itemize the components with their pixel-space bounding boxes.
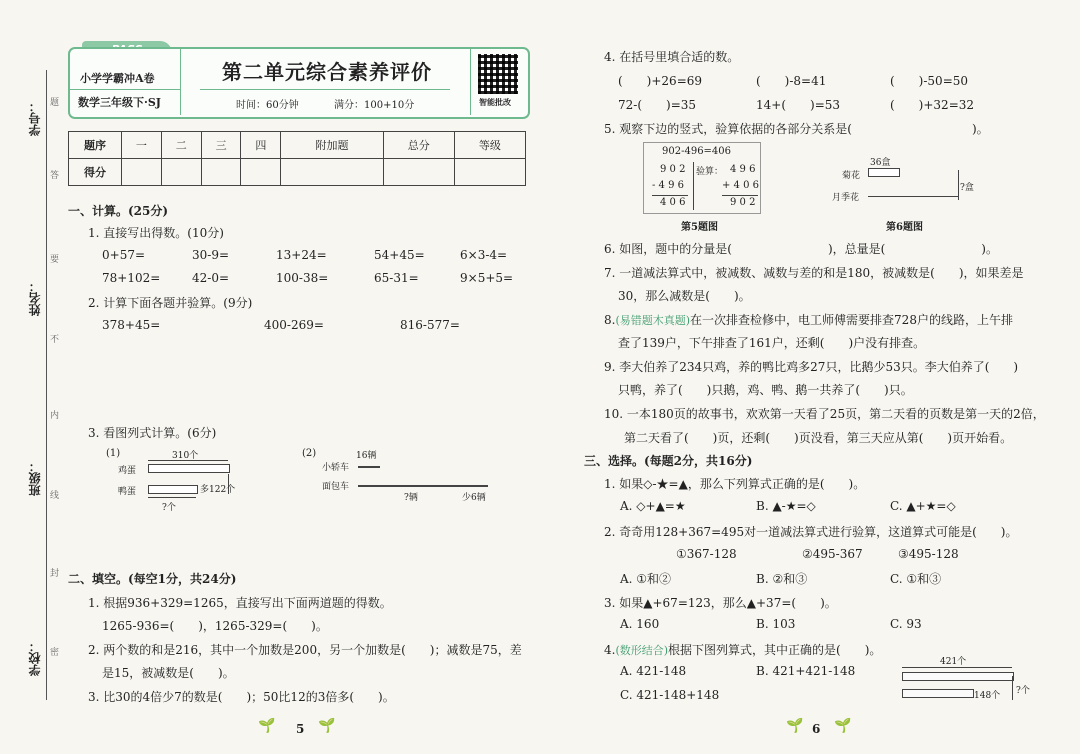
question-2-5: 5. 观察下边的竖式，验算依据的各部分关系是( )。 (604, 122, 989, 136)
fig6-label-b: 月季花 (832, 193, 860, 203)
option-a[interactable]: A. ◇+▲=★ (620, 499, 686, 513)
table-cell: 二 (161, 132, 201, 159)
fill-item: ( )-8=41 (756, 74, 827, 88)
calc-item: 13+24= (276, 248, 327, 262)
table-cell: 总分 (383, 132, 454, 159)
calc-item: 816-577= (400, 318, 460, 332)
score-input-cell[interactable] (161, 159, 201, 186)
score-input-cell[interactable] (281, 159, 383, 186)
question-2-9: 9. 李大伯养了234只鸡，养的鸭比鸡多27只，比鹅少53只。李大伯养了( ) (604, 360, 1019, 374)
fig1-diff-label: 多122个 (200, 485, 236, 495)
qr-caption: 智能批改 (479, 97, 511, 107)
fill-item: 72-( )=35 (618, 98, 697, 112)
question-2-2-cont: 是15，被减数是( )。 (102, 666, 235, 680)
table-cell: 等级 (454, 132, 525, 159)
choice-item: ②495-367 (802, 547, 863, 561)
question-2-1: 1. 根据936+329=1265，直接写出下面两道题的得数。 (88, 596, 392, 610)
fig2-diff-label: 少6辆 (462, 493, 486, 503)
plant-icon: 🌱 (258, 718, 276, 734)
question-2-4: 4. 在括号里填合适的数。 (604, 50, 740, 64)
margin-label-id: 学号： (28, 100, 42, 136)
calc-item: 30-9= (192, 248, 230, 262)
margin-mark: 线 (50, 491, 60, 501)
page-number-right: 6 (812, 722, 821, 736)
option-a[interactable]: A. 160 (620, 617, 660, 631)
qr-code (478, 54, 518, 94)
question-2-7-cont: 30，那么减数是( )。 (618, 289, 751, 303)
choice-item: ③495-128 (898, 547, 959, 561)
full-score: 满分：100+10分 (334, 100, 415, 111)
table-row (69, 159, 526, 186)
margin-mark: 题 (50, 98, 60, 108)
question-2-1-blanks: 1265-936=( )，1265-329=( )。 (102, 619, 328, 633)
figure-5-caption: 第5题图 (681, 222, 718, 233)
choice-question-3: 3. 如果▲+67=123，那么▲+37=( )。 (604, 596, 837, 610)
margin-mark: 封 (50, 569, 60, 579)
table-row (69, 132, 526, 159)
question-1-3: 3. 看图列式计算。(6分) (88, 426, 217, 440)
question-2-7: 7. 一道减法算式中，被减数、减数与差的和是180，被减数是( )，如果差是 (604, 266, 1024, 280)
plant-icon: 🌱 (318, 718, 336, 734)
question-2-9-cont: 只鸭，养了( )只鹅，鸡、鸭、鹅一共养了( )只。 (618, 383, 913, 397)
calc-item: 378+45= (102, 318, 161, 332)
table-cell: 得分 (69, 159, 122, 186)
calc-equation: 902-496=406 (662, 146, 732, 157)
fig6-question-label: ?盒 (960, 183, 974, 193)
fill-item: ( )+32=32 (890, 98, 975, 112)
option-c[interactable]: C. ▲+★=◇ (890, 499, 956, 513)
margin-mark: 要 (50, 255, 60, 265)
table-cell: 题序 (69, 132, 122, 159)
score-input-cell[interactable] (241, 159, 281, 186)
fill-item: ( )+26=69 (618, 74, 703, 88)
fig1-label-b: 鸭蛋 (118, 487, 137, 497)
choice-question-4: 4.(数形结合)根据下图列算式，其中正确的是( )。 (604, 643, 882, 657)
question-2-3: 3. 比30的4倍少7的数是( )；50比12的3倍多( )。 (88, 690, 395, 704)
margin-label-name: 姓名： (28, 280, 42, 316)
subject-label: 数学三年级下·SJ (78, 96, 161, 109)
margin-mark: 答 (50, 171, 60, 181)
option-b[interactable]: B. 421+421-148 (756, 664, 856, 678)
calc-item: 400-269= (264, 318, 324, 332)
figure-6-caption: 第6题图 (886, 222, 923, 233)
score-input-cell[interactable] (122, 159, 162, 186)
binding-line (46, 70, 47, 700)
margin-mark: 不 (50, 335, 60, 345)
question-1-1: 1. 直接写出得数。(10分) (88, 226, 224, 240)
margin-label-school: 学校： (28, 640, 42, 676)
section-2-title: 二、填空。(每空1分，共24分) (68, 572, 237, 586)
margin-label-class: 班级： (28, 460, 42, 496)
c4-top-label: 421个 (940, 657, 967, 667)
question-2-8-cont: 查了139户，下午排查了161户，还剩( )户没有排查。 (618, 336, 926, 350)
choice-item: ①367-128 (676, 547, 737, 561)
option-a[interactable]: A. 421-148 (620, 664, 687, 678)
calc-item: 78+102= (102, 271, 161, 285)
calc-item: 6×3-4= (460, 248, 508, 262)
calc-item: 42-0= (192, 271, 230, 285)
calc-item: 65-31= (374, 271, 419, 285)
section-3-title: 三、选择。(每题2分，共16分) (584, 454, 753, 468)
page-number-left: 5 (296, 722, 305, 736)
question-1-2: 2. 计算下面各题并验算。(9分) (88, 296, 253, 310)
section-1-title: 一、计算。(25分) (68, 204, 169, 218)
series-name: 小学学霸冲A卷 (80, 72, 155, 85)
fill-item: ( )-50=50 (890, 74, 969, 88)
question-tag: (易错题木真题) (615, 314, 691, 327)
score-input-cell[interactable] (201, 159, 241, 186)
page-title: 第二单元综合素养评价 (222, 60, 432, 84)
fig6-label-a: 菊花 (842, 171, 861, 181)
fig2-label-a: 小轿车 (322, 463, 350, 473)
option-b[interactable]: B. 103 (756, 617, 796, 631)
fill-item: 14+( )=53 (756, 98, 841, 112)
question-2-8: 8.(易错题木真题)在一次排查检修中，电工师傅需要排查728户的线路，上午排 (604, 313, 1013, 327)
question-2-2: 2. 两个数的和是216，其中一个加数是200，另一个加数是( )；减数是75，差 (88, 643, 522, 657)
score-input-cell[interactable] (383, 159, 454, 186)
c4-mid-label: 148个 (974, 691, 1001, 701)
fig1-question-label: ?个 (162, 503, 176, 513)
table-cell: 三 (201, 132, 241, 159)
option-c[interactable]: C. 421-148+148 (620, 688, 720, 702)
fig1-top-label: 310个 (172, 451, 199, 461)
plant-icon: 🌱 (786, 718, 804, 734)
choice-question-1: 1. 如果◇-★=▲，那么下列算式正确的是( )。 (604, 477, 866, 491)
fig6-top-label: 36盒 (870, 158, 891, 168)
calc-item: 0+57= (102, 248, 146, 262)
option-b[interactable]: B. ②和③ (756, 572, 808, 586)
option-b[interactable]: B. ▲-★=◇ (756, 499, 816, 513)
question-2-10: 10. 一本180页的故事书，欢欢第一天看了25页，第二天看的页数是第一天的2倍， (604, 407, 1045, 421)
score-table (68, 131, 526, 186)
fig1-label-a: 鸡蛋 (118, 466, 137, 476)
fig2-label-b: 面包车 (322, 482, 350, 492)
c4-question-label: ?个 (1016, 686, 1030, 696)
fig2-question-label: ?辆 (404, 493, 418, 503)
plant-icon: 🌱 (834, 718, 852, 734)
question-2-10-cont: 第二天看了( )页，还剩( )页没看，第三天应从第( )页开始看。 (624, 431, 1013, 445)
question-2-6: 6. 如图，题中的分量是( )，总量是( )。 (604, 242, 998, 256)
margin-mark: 密 (50, 648, 60, 658)
fig2-top-label: 16辆 (356, 451, 377, 461)
table-cell: 一 (122, 132, 162, 159)
table-cell: 四 (241, 132, 281, 159)
option-a[interactable]: A. ①和② (620, 572, 672, 586)
table-cell: 附加题 (281, 132, 383, 159)
calc-item: 100-38= (276, 271, 329, 285)
calc-item: 9×5+5= (460, 271, 514, 285)
choice-question-2: 2. 奇奇用128+367=495对一道减法算式进行验算，这道算式可能是( )。 (604, 525, 1018, 539)
margin-mark: 内 (50, 411, 60, 421)
score-input-cell[interactable] (454, 159, 525, 186)
option-c[interactable]: C. 93 (890, 617, 922, 631)
calc-item: 54+45= (374, 248, 425, 262)
option-c[interactable]: C. ①和③ (890, 572, 942, 586)
time-limit: 时间：60分钟 (236, 100, 299, 111)
question-tag: (数形结合) (615, 644, 669, 657)
